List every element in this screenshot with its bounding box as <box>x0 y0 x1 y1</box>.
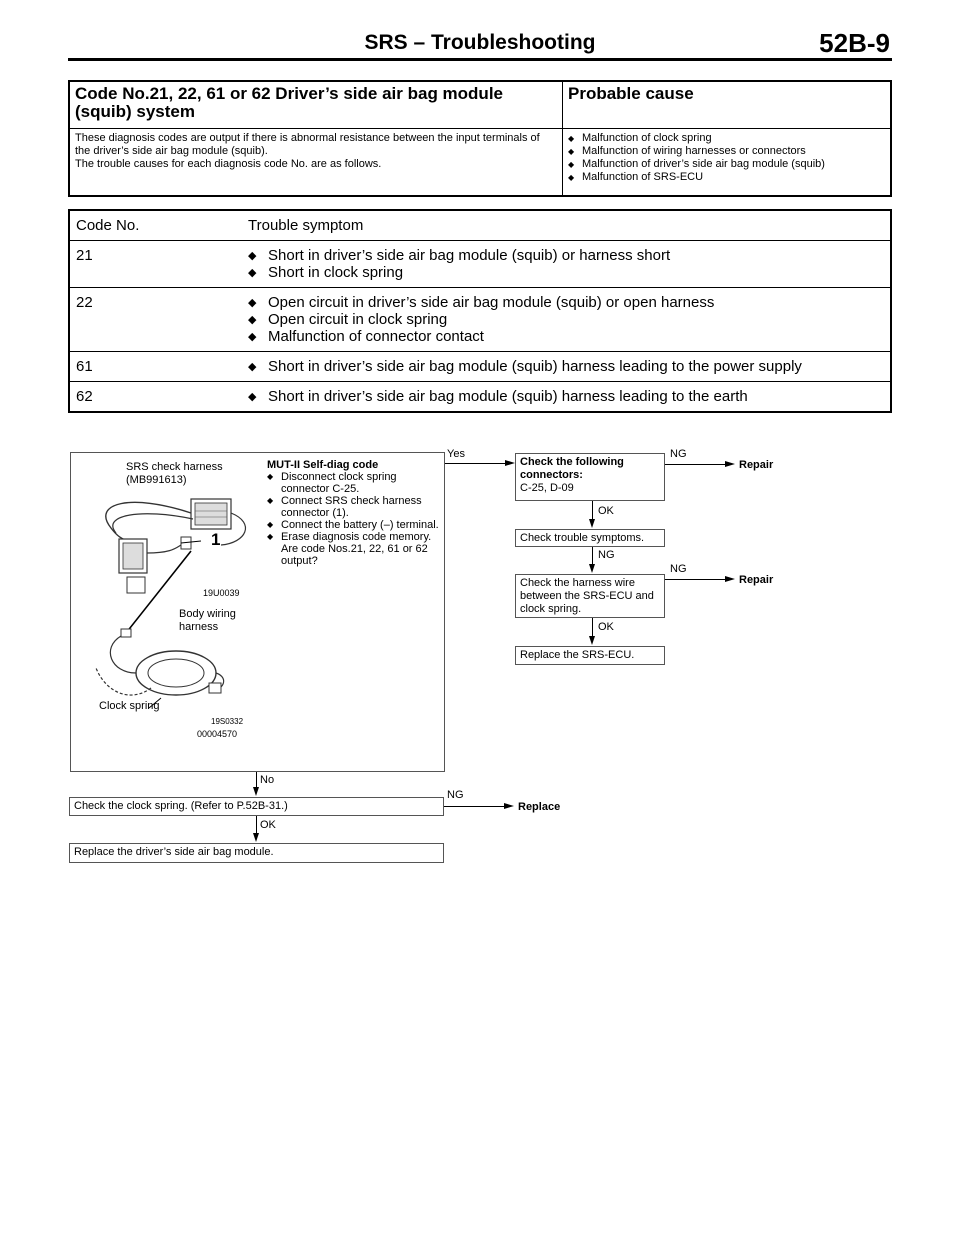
check-harness-box: Check the harness wire between the SRS-ECU and clock spring. <box>515 574 665 618</box>
code-description: These diagnosis codes are output if there is abnormal resistance between the input terminals of the driver’s side air bag module (squib). The trouble causes for each diagnosis code No. are as follows. <box>69 129 563 197</box>
check-symptoms-box: Check trouble symptoms. <box>515 529 665 547</box>
replace-ecu-box: Replace the SRS-ECU. <box>515 646 665 665</box>
connector-line <box>665 464 727 465</box>
ng-label: NG <box>670 448 687 460</box>
table-row: 21 ◆ Short in driver’s side air bag module (squib) or harness short ◆ Short in clock spring <box>69 241 891 288</box>
check-clock-spring-box: Check the clock spring. (Refer to P.52B-31.) <box>69 797 444 816</box>
arrow <box>253 833 259 842</box>
step1-title: MUT-II Self-diag code <box>267 459 379 471</box>
arrow <box>505 460 515 466</box>
harness-figure <box>71 453 263 771</box>
connector-line <box>592 501 593 519</box>
ng-label: NG <box>598 549 615 561</box>
figure-code: 19U0039 <box>203 588 240 598</box>
ok-label: OK <box>598 621 614 633</box>
arrow <box>589 636 595 645</box>
cause-item: ◆ Malfunction of driver’s side air bag module (squib) <box>568 158 885 171</box>
body-wiring-label: Body wiring <box>179 608 236 620</box>
connector-line <box>256 772 257 788</box>
connector-line <box>445 463 507 464</box>
probable-cause-list <box>563 129 892 197</box>
table-row: 61 ◆ Short in driver’s side air bag module (squib) harness leading to the power supply <box>69 352 891 382</box>
connector-line <box>444 806 506 807</box>
col-code-header: Code No. <box>76 217 140 234</box>
step1-box <box>70 452 445 772</box>
cause-item: ◆ Malfunction of SRS-ECU <box>568 171 885 184</box>
table-row: 62 ◆ Short in driver’s side air bag module (squib) harness leading to the earth <box>69 382 891 413</box>
code-info-table <box>68 80 892 197</box>
callout-number: 1 <box>211 530 221 549</box>
figure-code: 19S0332 <box>211 717 244 726</box>
harness-label: SRS check harness <box>126 461 223 473</box>
probable-cause-header: Probable cause <box>563 81 892 129</box>
trouble-symptom-table <box>68 209 892 413</box>
col-symptom-header: Trouble symptom <box>248 217 364 234</box>
replace-label: Replace <box>518 801 561 813</box>
arrow <box>253 787 259 796</box>
arrow <box>589 519 595 528</box>
no-label: No <box>260 774 275 786</box>
body-wiring-label-2: harness <box>179 621 219 633</box>
ok-label: OK <box>598 505 614 517</box>
connector-line <box>665 579 727 580</box>
code-title: Code No.21, 22, 61 or 62 Driver’s side air bag module (squib) system <box>69 81 563 129</box>
repair-label: Repair <box>739 574 774 586</box>
page-title: SRS – Troubleshooting <box>364 31 596 54</box>
connector-line <box>592 547 593 565</box>
table-row: 22 ◆ Open circuit in driver’s side air bag module (squib) or open harness ◆ Open circuit in clock spring ◆ Malfunction of connector contact <box>69 288 891 352</box>
arrow <box>589 564 595 573</box>
clock-spring-label: Clock spring <box>99 700 160 712</box>
page-number: 52B-9 <box>819 28 890 58</box>
replace-module-box: Replace the driver’s side air bag module. <box>69 843 444 863</box>
ng-label: NG <box>670 563 687 575</box>
harness-part-number: (MB991613) <box>126 474 187 486</box>
connector-line <box>256 816 257 834</box>
step1-question: Are code Nos.21, 22, 61 or 62 output? <box>281 543 428 567</box>
ok-label: OK <box>260 819 276 831</box>
yes-label: Yes <box>447 448 465 460</box>
step1-text: MUT-II Self-diag code ◆ Disconnect clock spring connector C-25. ◆ Connect SRS check harness connector (1). ◆ Connect the battery (–) terminal. ◆ Erase diagnosis code memory. Are code Nos.21, 22, 61 or 62 output? <box>267 459 439 567</box>
arrow <box>725 576 735 582</box>
cause-item: ◆ Malfunction of wiring harnesses or connectors <box>568 145 885 158</box>
header-rule <box>68 58 892 61</box>
repair-label: Repair <box>739 459 774 471</box>
cause-item: ◆ Malfunction of clock spring <box>568 132 885 145</box>
connector-line <box>592 618 593 636</box>
figure-code: 00004570 <box>197 729 238 739</box>
check-connectors-box: Check the following connectors: C-25, D-09 <box>515 453 665 501</box>
arrow <box>504 803 514 809</box>
ng-label: NG <box>447 789 464 801</box>
arrow <box>725 461 735 467</box>
